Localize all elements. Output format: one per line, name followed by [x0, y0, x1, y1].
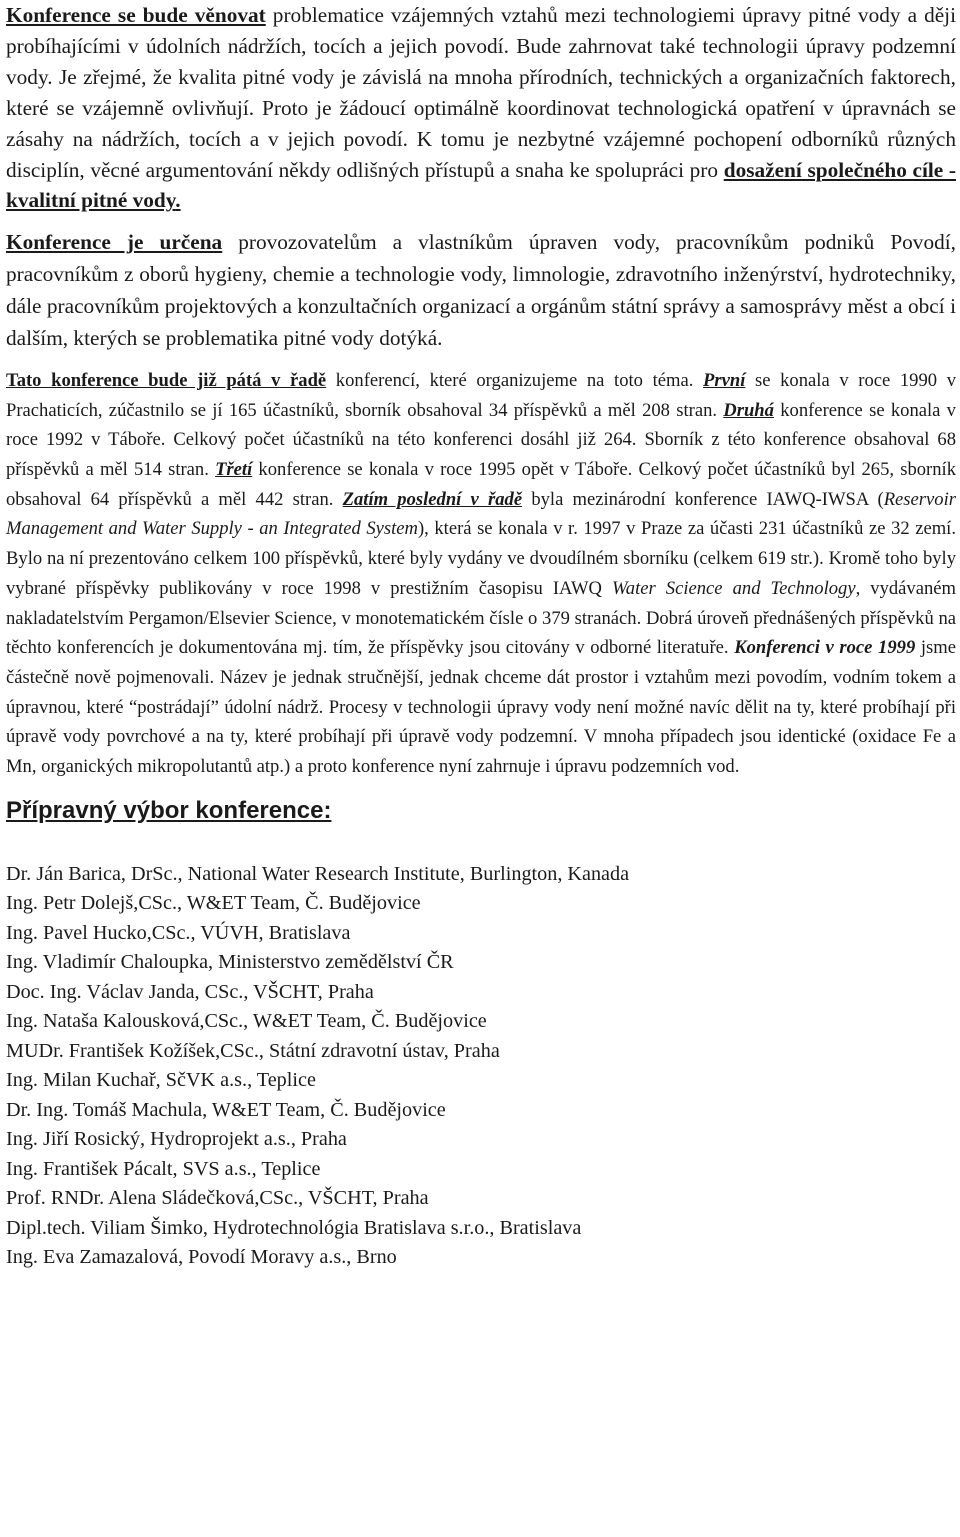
history-text-3: konference se konala v roce 1992 v Táboře. Celkový počet účastníků na této konferenci dosáhl již 264. Sborník z této konference obsahoval 68 příspěvků a měl 514 stran. — [6, 399, 956, 481]
history-text-4: konference se konala v roce 1995 opět v Táboře. Celkový počet účastníků byl 265, sborník obsahoval 64 příspěvků a měl 442 stran. — [6, 459, 956, 510]
committee-list — [6, 860, 956, 1273]
history-journal: Water Science and Technology — [612, 577, 856, 599]
history-conf-1999: Konferenci v roce 1999 — [734, 637, 916, 659]
committee-member: Ing. Petr Dolejš,CSc., W&ET Team, Č. Budějovice — [6, 892, 421, 915]
committee-member: Ing. Jiří Rosický, Hydroprojekt a.s., Praha — [6, 1128, 347, 1151]
history-lead: Tato konference bude již pátá v řadě — [6, 369, 327, 391]
document-page — [6, 0, 956, 1273]
audience-text: provozovatelům a vlastníkům úpraven vody, pracovníkům podniků Povodí, pracovníkům z oborů hygieny, chemie a technologie vody, limnologie, zdravotního inženýrství, hydrotechniky, dále pracovníkům projektových a konzultačních organizací a orgánům státní správy a samosprávy měst a obcí i dalším, kterých se problematika pitné vody dotýká. — [6, 230, 956, 351]
history-text-1: konferencí, které organizujeme na toto téma. — [326, 369, 704, 391]
committee-member: Prof. RNDr. Alena Sládečková,CSc., VŠCHT, Praha — [6, 1187, 429, 1210]
history-latest: Zatím poslední v řadě — [342, 488, 523, 510]
committee-member: Ing. František Pácalt, SVS a.s., Teplice — [6, 1157, 321, 1180]
history-third: Třetí — [215, 459, 253, 481]
committee-heading: Přípravný výbor konference: — [6, 796, 332, 824]
committee-member: Ing. Nataša Kalousková,CSc., W&ET Team, Č. Budějovice — [6, 1010, 487, 1033]
committee-member: Dipl.tech. Viliam Šimko, Hydrotechnológia Bratislava s.r.o., Bratislava — [6, 1216, 582, 1239]
audience-paragraph — [6, 227, 956, 355]
committee-member: Ing. Eva Zamazalová, Povodí Moravy a.s., Brno — [6, 1246, 397, 1269]
committee-member: Dr. Ing. Tomáš Machula, W&ET Team, Č. Budějovice — [6, 1098, 446, 1121]
history-conf-title: Reservoir Management and Water Supply - an Integrated System — [6, 488, 956, 540]
history-first: První — [703, 369, 746, 391]
committee-member: Ing. Pavel Hucko,CSc., VÚVH, Bratislava — [6, 921, 351, 944]
intro-end: . — [175, 188, 181, 213]
committee-member: Ing. Vladimír Chaloupka, Ministerstvo zemědělství ČR — [6, 951, 454, 974]
history-second: Druhá — [723, 399, 774, 421]
audience-lead: Konference je určena — [6, 230, 223, 255]
history-paragraph — [6, 366, 956, 782]
committee-member: MUDr. František Kožíšek,CSc., Státní zdravotní ústav, Praha — [6, 1039, 500, 1062]
intro-text: problematice vzájemných vztahů mezi technologiemi úpravy pitné vody a ději probíhajícími v údolních nádržích, tocích a jejich povodí. Bude zahrnovat také technologii úpravy podzemní vody. Je zřejmé, že kvalita pitné vody je závislá na mnoha přírodních, technických a organizačních faktorech, které se vzájemně ovlivňují. Proto je žádoucí optimálně koordinovat technologická opatření v úpravnách se zásahy na nádržích, tocích a v jejich povodí. K tomu je nezbytné vzájemné pochopení odborníků různých disciplín, věcné argumentování někdy odlišných přístupů a snaha ke spolupráci pro — [6, 3, 957, 182]
intro-paragraph — [6, 0, 956, 216]
intro-lead: Konference se bude věnovat — [6, 3, 266, 27]
intro-goal: dosažení společného cíle - kvalitní pitné vody — [6, 157, 957, 213]
committee-member: Doc. Ing. Václav Janda, CSc., VŠCHT, Praha — [6, 980, 374, 1003]
committee-member: Dr. Ján Barica, DrSc., National Water Research Institute, Burlington, Kanada — [6, 862, 630, 885]
history-text-7: , vydávaném nakladatelstvím Pergamon/Elsevier Science, v monotematickém čísle o 379 stranách. Dobrá úroveň přednášených příspěvků na těchto konferencích je dokumentována mj. tím, že příspěvky jsou citovány v odborné literatuře. — [6, 577, 956, 659]
history-text-6: ), která se konala v r. 1997 v Praze za účasti 231 účastníků ze 32 zemí. Bylo na ní prezentováno celkem 100 příspěvků, které byly vydány ve dvoudílném sborníku (celkem 619 str.). Kromě toho byly vybrané příspěvky publikovány v roce 1998 v prestižním časopisu IAWQ — [6, 518, 956, 599]
history-text-8: jsme částečně nově pojmenovali. Název je jednak stručnější, jednak chceme dát prostor i vztahům mezi povodím, vodním tokem a úpravnou, které “postrádají” údolní nádrž. Procesy v technologii úpravy vody není možné navíc dělit na ty, které probíhají při úpravě vody povrchové a na ty, které probíhají při úpravě vody podzemní. V mnoha případech jsou identické (oxidace Fe a Mn, organických mikropolutantů atp.) a proto konference nyní zahrnuje i úpravu podzemních vod. — [6, 637, 956, 778]
history-text-2: se konala v roce 1990 v Prachaticích, zúčastnilo se jí 165 účastníků, sborník obsahoval 34 příspěvků a měl 208 stran. — [6, 369, 956, 421]
history-text-5: byla mezinárodní konference IAWQ-IWSA ( — [522, 488, 884, 510]
committee-member: Ing. Milan Kuchař, SčVK a.s., Teplice — [6, 1069, 316, 1092]
